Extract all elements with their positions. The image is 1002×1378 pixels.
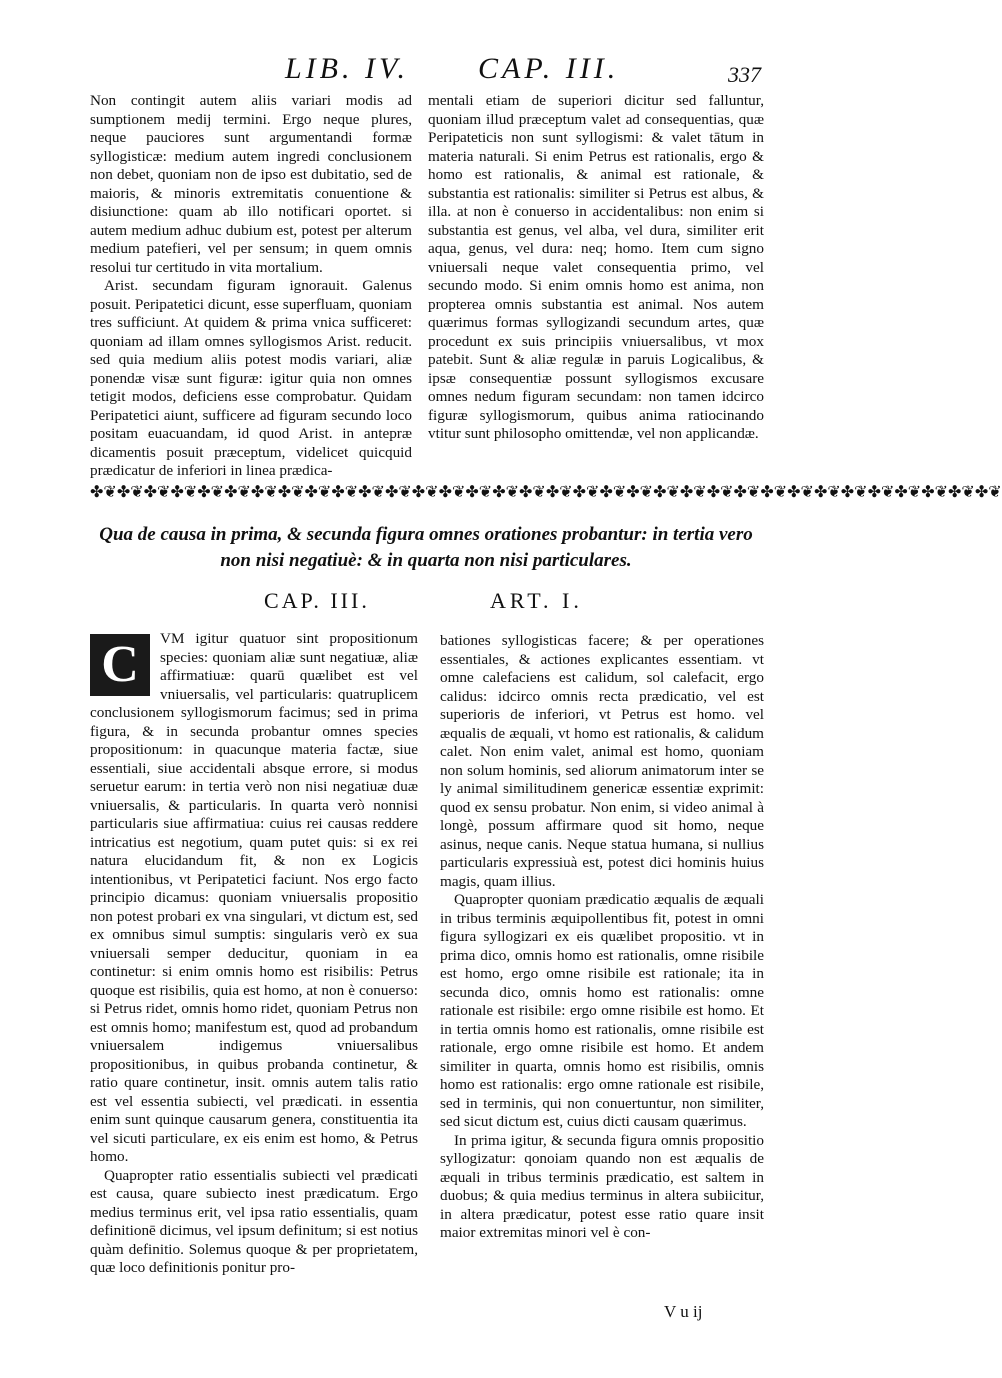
running-header [0, 52, 857, 92]
book-label: LIB. IV. [285, 52, 409, 85]
paragraph: In prima igitur, & secunda figura omnis propositio syllogizatur: qonoiam quando non est æqualis de æquali in tribus terminis prædicatio, est saltem in duobus; & quia medius terminus in altera subiicitur, in altera prædicatur, potest esse ratio quare insit maior extremitas minori vel è con- [440, 1131, 764, 1241]
paragraph: mentali etiam de superiori dicitur sed falluntur, quoniam illud præceptum valet ad consequentias, quæ Peripateticis non sunt syllogismi: & valet tātum in materia naturali. Si enim Petrus est rationalis, ergo & homo est rationalis, & animal est rationale, & substantia est rationalis: similiter si Petrus est albus, & illa. at non è conuerso in accidentalibus: non enim si substantia est genus, vel alba, vel dura, similiter erit aqua, genus, vel dura: neq; homo. Item cum signo vniuersali neque valet consequentia primo, vel secundo modo. Si enim omnis homo est anima, non propterea omnis substantia est animal. Nos autem quærimus formas syllogizandi secundum artes, quæ procedunt ex suis principiis vniuersalibus, vt mox patebit. Sunt & aliæ regulæ in paruis Logicalibus, & ipsæ consequentiæ possunt syllogismos excusare omnes nedum figuram secundam: non tamen idcirco figuræ syllogismorum, quibus anima ratiocinando vtitur sunt philosopho omittendæ, vel non applicandæ. [428, 92, 764, 442]
article-label: ART. I. [490, 588, 583, 613]
paragraph: VM igitur quatuor sint propositionum species: quoniam aliæ sunt negatiuæ, aliæ affirmatiuæ: quarū quælibet est vel vniuersalis, vel particularis: quatruplicem conclusionem syllogismorum facimus; sed in prima figura, & in secunda probantur omnes species propositionum: in quacunque materia factæ, siue essentiali, siue accidentali absque errore, si modus seruetur earum: in tertia verò non nisi negatiuæ duæ vniuersalis, & particularis. In quarta verò nonnisi particularis siue affirmatiua: cuius rei causas reddere intricatius est negotium, quam putet quis: si ex rei natura elucidandum fit, & non ex Logicis intentionibus, vt Peripatetici faciunt. Nos ergo facto principio dicamus: quoniam vniuersalis propositio non potest probari ex vna singulari, vt dictum est, sed ex omnibus simul sumptis: singularis verò ex sua vniuersali semper deducitur, quoniam in ea continetur: si enim omnis homo est risibilis: Petrus quoque est risibilis, quia est homo, at non è conuerso: si Petrus ridet, omnis homo ridet, quoniam Petrus non est omnis homo; manifestum est, quod ad probandum vniuersalem indigemus vniuersalibus propositionibus, in quibus probanda continetur, & ratio quare continetur, insit. omnis autem talis ratio est vel essentia subiecti, vel prædicati. in essentia enim sunt quinque causarum genera, constituentia ita vel sicuti particulare, ex eis enim est homo, & Petrus homo. [90, 630, 418, 1165]
chapter-label: CAP. III. [264, 588, 370, 613]
decorative-ornament-band: ✤❦✤❦✤❦✤❦✤❦✤❦✤❦✤❦✤❦✤❦✤❦✤❦✤❦✤❦✤❦✤❦✤❦✤❦✤❦✤❦✤❦✤❦✤❦✤❦✤❦✤❦✤❦✤❦✤❦✤❦✤❦✤❦✤❦✤❦ [90, 482, 1002, 501]
top-left-column [90, 92, 412, 481]
paragraph: Non contingit autem aliis variari modis ad sumptionem medij termini. Ergo neque plures, neque pauciores sunt argumentandi formæ syllogisticæ: medium autem ingredi conclusionem non debet, quoniam non de ipso est dubitatio, sed de maioris, & minoris extremitatis conuentione & disiunctione: quam ab illo notificari oportet. si autem medium adhuc dubium est, potest per alterum medium patefieri, vel per sensum; in quem omnis resolui tur certitudo in vita mortalium. [90, 92, 412, 276]
top-right-column [428, 92, 764, 444]
section-heading: Qua de causa in prima, & secunda figura omnes orationes probantur: in tertia vero non nisi negatiuè: & in quarta non nisi particulares. [99, 524, 753, 571]
paragraph: Quapropter ratio essentialis subiecti vel prædicati est causa, quare subiecto inest prædicatum. Ergo medius terminus erit, vel ipsa ratio essentialis, quam definitionē dicimus, vel ipsum definitum; si est notius quàm definitio. Solemus quoque & per proprietatem, quæ loco definitionis ponitur pro- [90, 1166, 418, 1276]
page-number: 337 [728, 62, 761, 87]
paragraph: Quapropter quoniam prædicatio æqualis de æquali in tribus terminis æquipollentibus fit, potest in omni figura syllogizari ex eis quælibet propositio. vt in prima dico, omnis homo est rationalis, omne risibile est homo, ergo omne risibile est rationale; ita in secunda dico, omnis homo est rationalis: omne rationale est risibile: ergo omne risibile est homo. Et in tertia omnis homo est rationalis, omne risibile est rationale, ergo omne risibile est homo. Et andem similiter in quarta, omnis homo est risibilis, omnis homo est rationalis: ergo omne rationale est risibile, sed in terminis, qui non conuertuntur, non similiter, sed sicut dictum est, cuius dicti causam quærimus. [440, 891, 764, 1130]
paragraph: Arist. secundam figuram ignorauit. Galenus posuit. Peripatetici dicunt, esse superfluam, quoniam tres sufficiunt. At quidem & prima vnica sufficeret: quoniam ad illam omnes syllogismos Arist. reducit. sed quia medium aliis potest modis variari, aliæ ponendæ visæ sunt figuræ: igitur quia non omnes tetigit modos, deficiens esse comprobatur. Quidam Peripatetici aiunt, sufficere ad figuram secundo loco positam euacuandam, id quod Arist. in antepræ dicamentis posuit præceptum, videlicet quicquid prædicatur de inferiori in linea prædica- [90, 277, 412, 479]
paragraph: bationes syllogisticas facere; & per operationes essentiales, & actiones explicantes essentiam. vt omne calefaciens est calidum, sol calefacit, ergo calidus: idcirco omnis recta prædicatio, vel est superioris de inferiori, vt Petrus est homo. vel æqualis de æquali, vt homo est rationalis, & calidum calet. Non enim valet, animal est homo, quoniam non solum hominis, sed aliorum animatorum inter se ly animal similitudinem genericæ essentiæ exprimit: quod ex sensu probatur. Non enim, si video animal à longè, possum affirmare quod sit homo, neque asinus, neque canis. Neque statua humana, si nullius particularis expressiuà est, potest dici hominis huius magis, quam illius. [440, 632, 764, 890]
chapter-running-label: CAP. III. [478, 52, 620, 85]
signature-mark: V u ij [664, 1302, 703, 1321]
bottom-right-column [440, 632, 764, 1243]
drop-cap-initial: C [90, 634, 150, 696]
bottom-left-column [90, 630, 418, 1278]
